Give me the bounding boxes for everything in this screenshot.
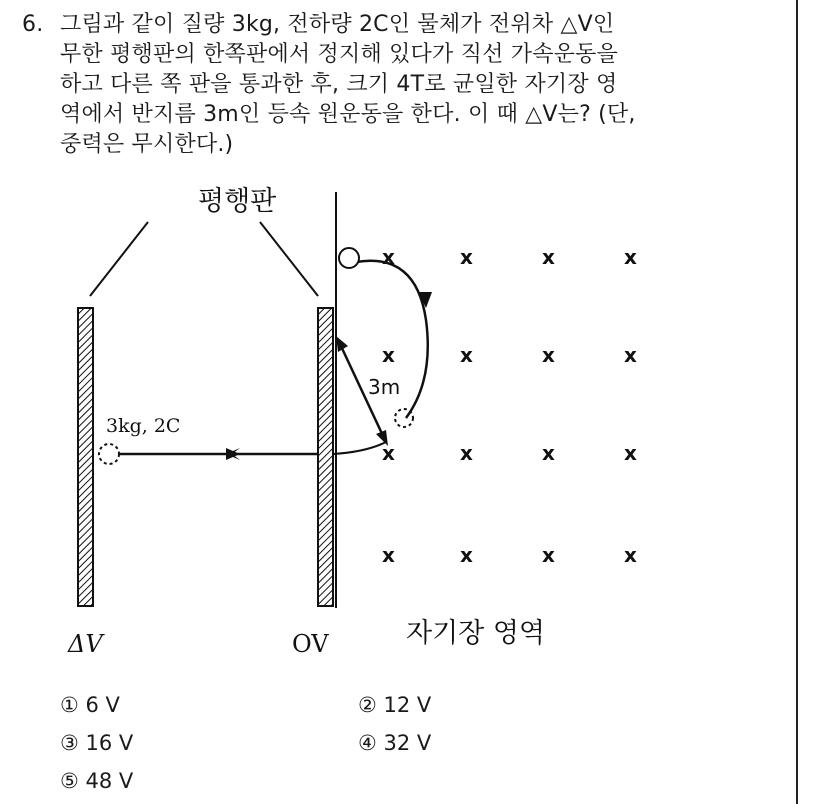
- question-text-line: 무한 평행판의 한쪽판에서 정지해 있다가 직선 가속운동을: [60, 42, 619, 67]
- question-text-line: 중력은 무시한다.): [60, 132, 234, 157]
- question-line-4: [22, 100, 782, 130]
- field-mark: x: [382, 441, 395, 465]
- choice-1[interactable]: [60, 690, 120, 720]
- question-line-1: [22, 10, 782, 40]
- page-right-border: [796, 0, 798, 804]
- field-mark: x: [460, 245, 473, 269]
- field-mark: x: [460, 343, 473, 367]
- field-mark: x: [382, 245, 395, 269]
- question-text-line: 그림과 같이 질량 3kg, 전하량 2C인 물체가 전위차 △V인: [60, 12, 615, 37]
- orbit-arrowhead: [418, 292, 432, 308]
- left-plate: [78, 308, 93, 606]
- field-mark: x: [460, 441, 473, 465]
- radius-label: 3m: [368, 375, 401, 399]
- field-mark: x: [542, 543, 555, 567]
- field-mark: x: [542, 343, 555, 367]
- object-end-circle: [339, 248, 359, 268]
- acceleration-arrow: [226, 448, 240, 460]
- choice-marker: ⑤: [60, 769, 79, 793]
- field-mark: x: [542, 245, 555, 269]
- field-region-label: 자기장 영역: [406, 618, 545, 649]
- left-plate-voltage-label: ΔV: [68, 630, 103, 658]
- choice-3[interactable]: [60, 728, 133, 758]
- object-orbit-circle: [395, 409, 413, 427]
- object-label: 3kg, 2C: [106, 415, 181, 437]
- field-mark: x: [460, 543, 473, 567]
- field-mark: x: [624, 441, 637, 465]
- field-mark: x: [624, 343, 637, 367]
- choice-marker: ④: [358, 731, 377, 755]
- physics-figure: [56, 180, 676, 675]
- right-plate-voltage-label: OV: [292, 630, 329, 658]
- question-text-line: 하고 다른 쪽 판을 통과한 후, 크기 4T로 균일한 자기장 영: [60, 72, 618, 97]
- plates-leader-right: [260, 222, 318, 296]
- question-line-3: [22, 70, 782, 100]
- field-mark: x: [542, 441, 555, 465]
- field-mark: x: [624, 245, 637, 269]
- field-mark: x: [382, 343, 395, 367]
- question-text-line: 역에서 반지름 3m인 등속 원운동을 한다. 이 때 △V는? (단,: [60, 102, 636, 127]
- choice-marker: ②: [358, 693, 377, 717]
- question-line-2: [22, 40, 782, 70]
- right-plate: [318, 308, 333, 606]
- question-number: 6.: [22, 12, 44, 37]
- plates-label: 평행판: [198, 186, 277, 217]
- plates-leader-left: [90, 222, 148, 296]
- field-mark: x: [382, 543, 395, 567]
- figure-svg: [56, 180, 676, 675]
- choice-4[interactable]: [358, 728, 431, 758]
- choice-marker: ①: [60, 693, 79, 717]
- choice-text: 12 V: [383, 693, 432, 717]
- choice-text: 16 V: [85, 731, 134, 755]
- choice-marker: ③: [60, 731, 79, 755]
- entry-curve: [333, 442, 386, 454]
- choice-text: 48 V: [85, 769, 134, 793]
- choice-2[interactable]: [358, 690, 431, 720]
- question-block: [22, 10, 782, 160]
- question-line-5: [22, 130, 782, 160]
- choice-text: 6 V: [85, 693, 120, 717]
- object-start-circle: [99, 444, 119, 464]
- choice-text: 32 V: [383, 731, 432, 755]
- choice-5[interactable]: [60, 766, 133, 796]
- field-mark: x: [624, 543, 637, 567]
